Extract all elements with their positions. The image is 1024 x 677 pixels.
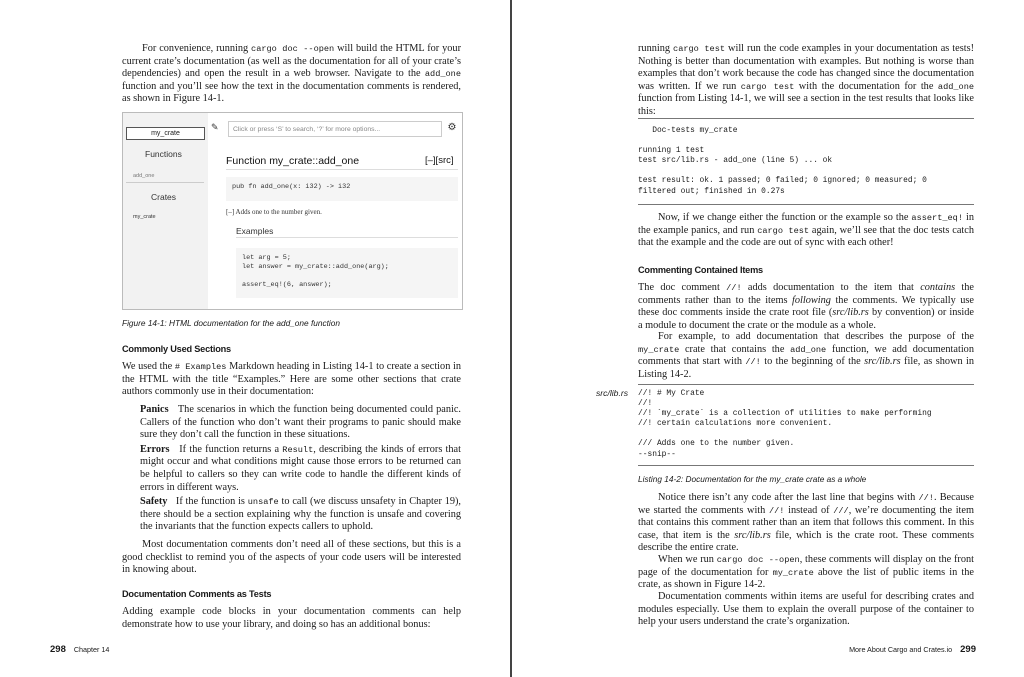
- chapter-title-label: More About Cargo and Crates.io: [849, 645, 953, 654]
- gear-icon: ⚙: [447, 122, 457, 133]
- right-para-3: The doc comment //! adds documentation to the item that contains the comments rather than to the items following the comments. We typically use these doc comments inside the crate root file (src/lib.rs by convention) or inside a module to document the crate or the module as a whole.: [638, 282, 975, 331]
- left-para-3: Most documentation comments don’t need all of these sections, but this is a good checklist to remind you of the aspects of your code users will be interested in knowing about.: [122, 539, 461, 576]
- listing-caption: Listing 14-2: Documentation for the my_crate crate as a whole: [638, 474, 867, 484]
- right-page: [512, 0, 1024, 677]
- figure-crate-link: my_crate: [133, 214, 156, 220]
- page-number-left: 298: [50, 644, 66, 655]
- right-para-6: When we run cargo doc --open, these comments will display on the front page of the documentation for my_crate above the list of public items in the crate, as shown in Figure 14-2.: [638, 554, 975, 591]
- right-para-5: Notice there isn’t any code after the last line that begins with //!. Because we started the comments with //! instead of ///, we’re documenting the item that contains this comment rather than an item that follows this comment. In this case, that item is the src/lib.rs file, which is the crate root. These comments describe the entire crate.: [638, 492, 974, 554]
- left-page: [0, 0, 511, 677]
- figure-14-1: [122, 112, 463, 310]
- right-para-4: For example, to add documentation that describes the purpose of the my_crate crate that contains the add_one function, we add documentation comments that start with //! to the beginning of the src/lib.rs file, as shown in Listing 14-2.: [638, 331, 974, 380]
- figure-title: Function my_crate::add_one: [226, 155, 360, 167]
- left-para-2: We used the # Examples Markdown heading in Listing 14-1 to create a section in the HTML with the title “Examples.” Here are some other sections that crate authors commonly use in their documentation:: [122, 361, 461, 398]
- section-heading-contained: Commenting Contained Items: [638, 265, 763, 275]
- left-footer: [50, 644, 109, 655]
- figure-search-input: Click or press ‘S’ to search, ‘?’ for more options...: [228, 121, 442, 137]
- page-number-right: 299: [960, 644, 976, 655]
- figure-sidebar: [123, 113, 208, 309]
- figure-examples-heading: Examples: [236, 226, 274, 236]
- right-para-2: Now, if we change either the function or the example so the assert_eq! in the example panics, and run cargo test again, we’ll see that the doc tests catch that the example and the code are out of sync with each other!: [638, 212, 974, 249]
- right-para-7: Documentation comments within items are useful for describing crates and modules especially. Use them to explain the overall purpose of the container to help your users understand the crate’s organization.: [638, 591, 974, 628]
- chapter-label: Chapter 14: [73, 645, 110, 654]
- figure-src-link: [–][src]: [425, 155, 454, 166]
- figure-fn-link: add_one: [133, 173, 155, 179]
- listing-file-label: src/lib.rs: [596, 388, 628, 398]
- right-footer: [849, 644, 976, 655]
- figure-crates-label: Crates: [151, 192, 177, 202]
- def-errors: Errors If the function returns a Result, describing the kinds of errors that might occur and what conditions might cause those errors to be returned can be helpful to callers so they can write code to handle the different kinds of errors in different ways.: [140, 443, 461, 493]
- left-para-4: Adding example code blocks in your documentation comments can help demonstrate how to use your library, and doing so has an additional bonus:: [122, 606, 461, 630]
- left-para-1: For convenience, running cargo doc --open will build the HTML for your current crate’s documentation (as well as the documentation for all of your crate’s dependencies) and open the result in a web browser. Navigate to the add_one function and you’ll see how the text in the documentation comments is rendered, as shown in Figure 14-1.: [122, 43, 461, 105]
- def-panics: Panics The scenarios in which the function being documented could panic. Callers of the function who don’t want their programs to panic should make sure they don’t call the function in these situations.: [140, 404, 461, 441]
- figure-crate-selector: my_crate: [126, 127, 205, 140]
- figure-caption: Figure 14-1: HTML documentation for the add_one function: [122, 318, 341, 328]
- test-output-block: Doc-tests my_crate running 1 test test src/lib.rs - add_one (line 5) ... ok test result: ok. 1 passed; 0 failed; 0 ignored; 0 measured; 0 filtered out; finished in 0.27s: [638, 126, 927, 196]
- figure-doc-text: [–] Adds one to the number given.: [226, 208, 322, 216]
- definition-list: [140, 404, 461, 536]
- brush-icon: ✎: [211, 122, 219, 132]
- figure-signature: pub fn add_one(x: i32) -> i32: [226, 177, 458, 201]
- listing-code-block: //! # My Crate //! //! `my_crate` is a collection of utilities to make performing //! certain calculations more convenient. /// Adds one to the number given. --snip--: [638, 389, 932, 459]
- figure-functions-label: Functions: [145, 149, 182, 159]
- figure-example-code: let arg = 5; let answer = my_crate::add_one(arg); assert_eq!(6, answer);: [236, 248, 458, 298]
- section-heading-common: Commonly Used Sections: [122, 344, 231, 354]
- section-heading-tests: Documentation Comments as Tests: [122, 589, 272, 599]
- right-para-1: running cargo test will run the code examples in your documentation as tests! Nothing is better than documentation with examples. But nothing is worse than examples that don’t work because the code has changed since the documentation was written. If we run cargo test with the documentation for the add_one function from Listing 14-1, we will see a section in the test results that looks like this:: [638, 43, 975, 117]
- def-safety: Safety If the function is unsafe to call (we discuss unsafety in Chapter 19), there should be a section explaining why the function is unsafe and covering the invariants that the function expects callers to uphold.: [140, 496, 462, 533]
